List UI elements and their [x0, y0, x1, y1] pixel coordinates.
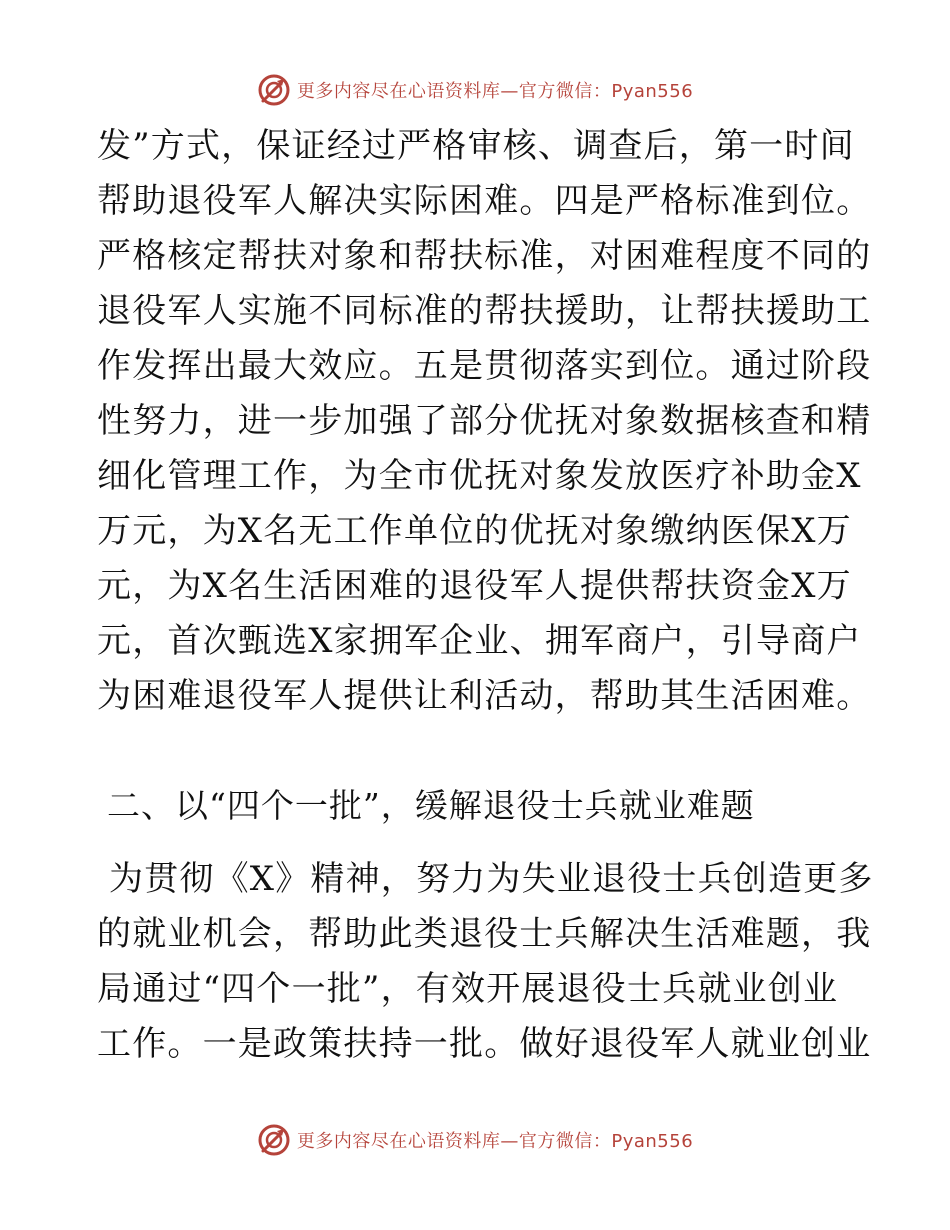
- seal-logo-icon: [257, 1123, 291, 1157]
- text-line: 帮助退役军人解决实际困难。四是严格标准到位。: [97, 181, 872, 221]
- text-line: 元，为X名生活困难的退役军人提供帮扶资金X万: [97, 566, 852, 606]
- text-line: 发”方式，保证经过严格审核、调查后，第一时间: [97, 126, 855, 166]
- watermark-footer: [0, 1122, 950, 1158]
- text-line: 细化管理工作，为全市优抚对象发放医疗补助金X: [97, 456, 862, 496]
- watermark-text: 更多内容尽在心语资料库—官方微信：Pyan556: [296, 81, 694, 102]
- text-line-first: [97, 852, 874, 907]
- text-line: 退役军人实施不同标准的帮扶援助，让帮扶援助工: [97, 291, 872, 331]
- text-line: 性努力，进一步加强了部分优抚对象数据核查和精: [97, 401, 872, 441]
- text-line: 元，首次甄选X家拥军企业、拥军商户，引导商户: [97, 621, 862, 661]
- text-line-content: 为贯彻《X》精神，努力为失业退役士兵创造更多: [109, 859, 874, 899]
- paragraph-section-two: [97, 852, 874, 1072]
- text-line: 万元，为X名无工作单位的优抚对象缴纳医保X万: [97, 511, 852, 551]
- watermark-header: [0, 72, 950, 108]
- seal-logo-icon: [257, 73, 291, 107]
- text-line: 严格核定帮扶对象和帮扶标准，对困难程度不同的: [97, 236, 872, 276]
- text-line: 工作。一是政策扶持一批。做好退役军人就业创业: [97, 1024, 872, 1064]
- watermark-text: 更多内容尽在心语资料库—官方微信：Pyan556: [296, 1131, 694, 1152]
- text-line: 作发挥出最大效应。五是贯彻落实到位。通过阶段: [97, 346, 872, 386]
- text-line: 的就业机会，帮助此类退役士兵解决生活难题，我: [97, 914, 872, 954]
- paragraph-continuation: [97, 119, 872, 724]
- section-heading: 二、以“四个一批”，缓解退役士兵就业难题: [107, 786, 755, 825]
- text-line: 为困难退役军人提供让利活动，帮助其生活困难。: [97, 676, 872, 716]
- text-line: 局通过“四个一批”，有效开展退役士兵就业创业: [97, 969, 839, 1009]
